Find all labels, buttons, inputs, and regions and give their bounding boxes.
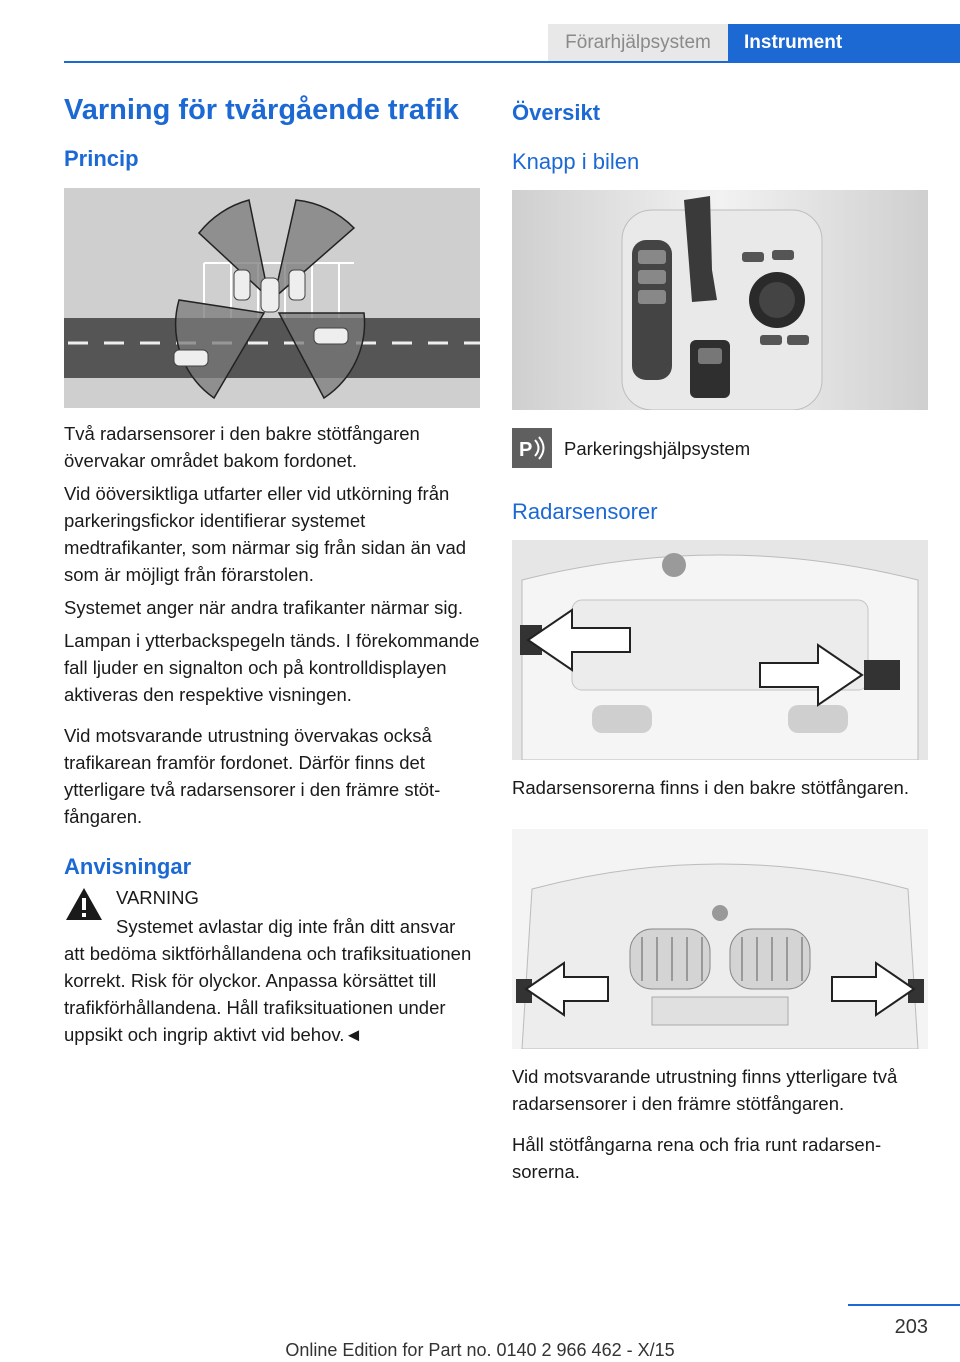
principle-heading: Princip: [64, 146, 139, 171]
rear-right-sensor: [864, 660, 900, 690]
page-number: 203: [894, 1316, 928, 1338]
paragraph-detection: Vid ööversiktliga utfarter eller vid utkörning från parkeringsfickor identifierar systemet medtrafikanter, som närmar sig från sidan än vad som är möjligt från förarstolen.: [64, 483, 467, 585]
legend-label: Parkeringshjälpsystem: [564, 437, 751, 459]
front-bumper-image: [512, 829, 928, 1049]
console-image: [512, 190, 928, 410]
warning-label: VARNING: [116, 887, 199, 908]
header-chapter: Instrument: [728, 24, 960, 61]
parking-assist-icon: [512, 428, 552, 468]
button-heading: Knapp i bilen: [512, 149, 640, 174]
principle-diagram: [64, 188, 480, 408]
header-rule: [64, 61, 960, 63]
page-header: [0, 0, 960, 66]
notes-heading: Anvisningar: [64, 854, 192, 879]
page-title: Varning för tvärgående trafik: [64, 94, 459, 126]
legend-parking: [512, 428, 928, 468]
rear-bumper-image: [512, 540, 928, 760]
front-caption: Vid motsvarande utrustning finns ytterligare två radarsensorer i den främre stötfångaren.: [512, 1066, 898, 1114]
paragraph-sensors: Två radarsensorer i den bakre stötfångaren övervakar området bakom fordonet.: [64, 423, 420, 471]
left-column: [64, 90, 480, 1048]
header-section: Förarhjälpsystem: [548, 24, 728, 61]
overview-heading: Översikt: [512, 100, 601, 125]
rear-bumper-illustration: [512, 540, 928, 760]
footer-rule: [848, 1304, 960, 1306]
rear-caption: Radarsensorerna finns i den bakre stötfångaren.: [512, 777, 909, 798]
sensors-heading: Radarsensorer: [512, 499, 658, 524]
edition-line: Online Edition for Part no. 0140 2 966 462 - X/15: [285, 1340, 675, 1360]
paragraph-front: Vid motsvarande utrustning övervakas också trafikarean framför fordonet. Därför finns det ytterligare två radarsensorer i den främre stötfångaren.: [64, 725, 441, 827]
paragraph-notify: Systemet anger när andra trafikanter närmar sig.: [64, 597, 463, 618]
cross-traffic-diagram: [64, 188, 480, 408]
right-column: [512, 90, 928, 1185]
svg-text:P: P: [519, 439, 533, 461]
clean-note: Håll stötfångarna rena och fria runt radarsensorerna.: [512, 1134, 882, 1182]
warning-text: Systemet avlastar dig inte från ditt ansvar att bedöma siktförhållandena och trafiksituationen korrekt. Risk för olyckor. Anpassa körsättet till trafikförhållandena. Håll trafiksituationen under uppsikt och ingrip aktivt vid behov.◄: [64, 916, 472, 1045]
warning-triangle-icon: [64, 886, 104, 922]
paragraph-lamp: Lampan i ytterbackspegeln tänds. I förekommande fall ljuder en signalton och på kontrolldisplayen aktiveras den respektive visningen.: [64, 630, 480, 705]
center-console-illustration: [512, 190, 928, 410]
warning-block: [64, 884, 480, 911]
front-bumper-illustration: [512, 829, 928, 1049]
